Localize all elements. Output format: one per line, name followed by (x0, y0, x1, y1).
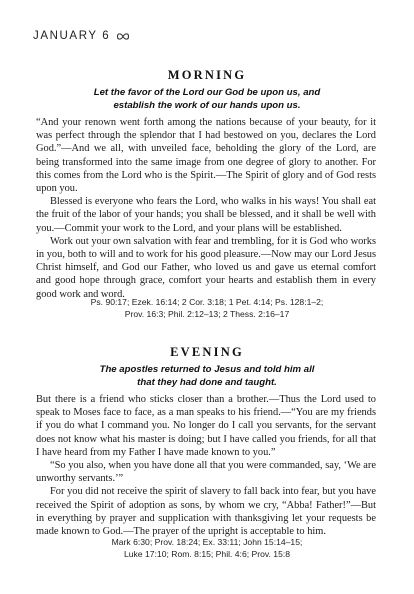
morning-refs-line1: Ps. 90:17; Ezek. 16:14; 2 Cor. 3:18; 1 Pet. 4:14; Ps. 128:1–2; (90, 297, 324, 307)
evening-subtitle (0, 363, 414, 389)
evening-refs-line2: Luke 17:10; Rom. 8:15; Phil. 4:6; Prov. 15:8 (123, 549, 291, 559)
morning-paragraph-2: Blessed is everyone who fears the Lord, who walks in his ways! You shall eat the fruit of the labor of your hands; you shall be blessed, and it shall be well with you.—Commit your work to the Lord, and your plans will be established. (36, 196, 376, 234)
morning-body (36, 116, 376, 301)
morning-title: MORNING (167, 68, 247, 82)
evening-subtitle-line1: The apostles returned to Jesus and told him all (99, 364, 315, 375)
evening-title: EVENING (170, 345, 244, 359)
evening-references (0, 536, 414, 560)
flourish-icon (116, 32, 130, 41)
date-label: JANUARY 6 (33, 30, 111, 42)
morning-refs-line2: Prov. 16:3; Phil. 2:12–13; 2 Thess. 2:16–17 (124, 309, 290, 319)
page-header (33, 30, 130, 42)
evening-body (36, 393, 376, 538)
evening-paragraph-3: For you did not receive the spirit of slavery to fall back into fear, but you have received the Spirit of adoption as sons, by whom we cry, “Abba! Father!”—But in everything by prayer and supplication with thanksgiving let your requests be made known to God.—The prayer of the upright is acceptable to him. (36, 486, 376, 538)
evening-subtitle-line2: that they had done and taught. (137, 377, 277, 388)
evening-refs-line1: Mark 6:30; Prov. 18:24; Ex. 33:11; John 15:14–15; (111, 537, 303, 547)
morning-paragraph-3: Work out your own salvation with fear and trembling, for it is God who works in you, both to will and to work for his good pleasure.—Now may our Lord Jesus Christ himself, and God our Father, who loved us and gave us eternal comfort and good hope through grace, comfort your hearts and establish them in every good work and word. (36, 235, 376, 300)
morning-subtitle (0, 86, 414, 112)
morning-references (0, 296, 414, 320)
morning-subtitle-line1: Let the favor of the Lord our God be upon us, and (93, 87, 321, 98)
evening-paragraph-1: But there is a friend who sticks closer than a brother.—Thus the Lord used to speak to Moses face to face, as a man speaks to his friend.—“You are my friends if you do what I command you. No longer do I call you servants, for the servant does not know what his master is doing; but I have called you friends, for all that I have heard from my Father I have made known to you.” (36, 394, 376, 458)
morning-subtitle-line2: establish the work of our hands upon us. (113, 100, 301, 111)
evening-paragraph-2: “So you also, when you have done all that you were commanded, say, ‘We are unworthy servants.’” (36, 460, 376, 485)
morning-paragraph-1: “And your renown went forth among the nations because of your beauty, for it was perfect through the splendor that I had bestowed on you, declares the Lord God.”—And we all, with unveiled face, beholding the glory of the Lord, are being transformed into the same image from one degree of glory to another. For this comes from the Lord who is the Spirit.—The Spirit of glory and of God rests upon you. (36, 117, 376, 195)
